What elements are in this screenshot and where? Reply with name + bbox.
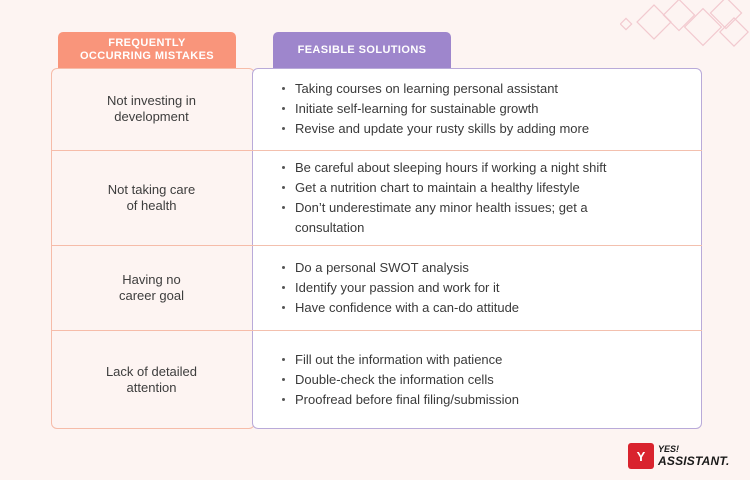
solution-item: Taking courses on learning personal assistant: [276, 79, 686, 99]
mistake-text-line1: Having no: [122, 272, 181, 287]
mistake-text-line1: Lack of detailed: [105, 364, 198, 379]
mistakes-solutions-table: [51, 68, 702, 429]
mistake-cell: [51, 246, 252, 330]
mistake-text-line2: career goal: [118, 288, 185, 303]
solution-item: Initiate self-learning for sustainable growth: [276, 99, 686, 119]
solution-item: Have confidence with a can-do attitude: [276, 298, 686, 318]
mistake-cell: [51, 68, 252, 150]
solution-item: Fill out the information with patience: [276, 350, 686, 370]
mistakes-header-line1: FREQUENTLY: [108, 37, 186, 49]
mistake-text-line2: of health: [126, 198, 177, 213]
decorative-diamonds: [620, 0, 750, 62]
mistake-text-line1: Not taking care: [107, 182, 196, 197]
yes-assistant-logo: [628, 443, 738, 469]
mistake-text-line1: Not investing in: [107, 93, 196, 108]
solution-item: Identify your passion and work for it: [276, 278, 686, 298]
logo-mark-icon: Y: [628, 443, 654, 469]
mistake-text-line2: attention: [126, 380, 177, 395]
mistake-cell: [51, 151, 252, 245]
solution-item: Double-check the information cells: [276, 370, 686, 390]
mistake-cell: [51, 331, 252, 429]
mistake-text-line2: development: [114, 109, 189, 124]
solution-item: Do a personal SWOT analysis: [276, 258, 686, 278]
solution-item: Revise and update your rusty skills by adding more: [276, 119, 686, 139]
solution-list: [276, 331, 686, 429]
mistakes-header: [58, 32, 236, 68]
solution-list: [276, 68, 686, 150]
solution-item: Get a nutrition chart to maintain a healthy lifestyle: [276, 178, 636, 198]
logo-yes-text: YES!: [658, 444, 680, 454]
solutions-header: FEASIBLE SOLUTIONS: [273, 32, 451, 68]
solution-item: Be careful about sleeping hours if working a night shift: [276, 158, 636, 178]
solution-item: Proofread before final filing/submission: [276, 390, 686, 410]
logo-assistant-text: ASSISTANT.: [658, 454, 730, 468]
solution-item: Don’t underestimate any minor health issues; get a consultation: [276, 198, 636, 238]
solution-list: [276, 246, 686, 330]
mistakes-header-line2: OCCURRING MISTAKES: [79, 50, 215, 62]
solution-list: [276, 151, 636, 245]
